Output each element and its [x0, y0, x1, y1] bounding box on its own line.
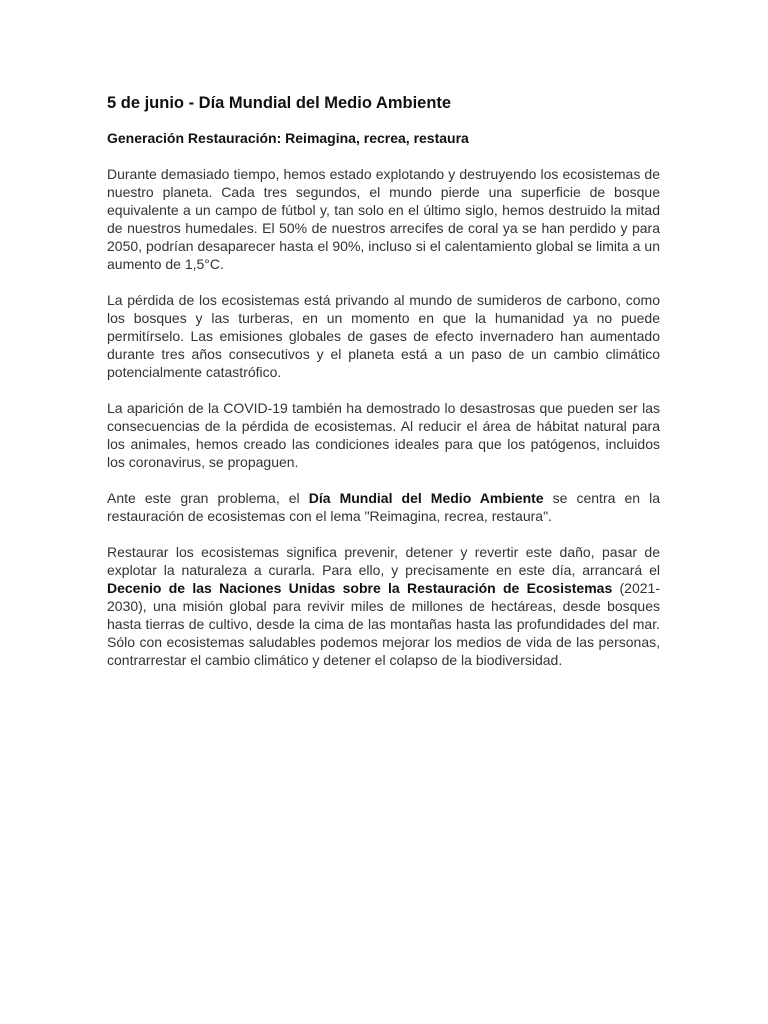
paragraph-text: se centra en la restauración de ecosistemas con el lema "Reimagina, recrea, restaura". — [107, 490, 660, 524]
paragraph-text: Restaurar los ecosistemas significa prevenir, detener y revertir este daño, pasar de explotar la naturaleza a curarla. Para ello, y precisamente en este día, arrancará el — [107, 544, 660, 578]
bold-un-decade: Decenio de las Naciones Unidas sobre la Restauración de Ecosistemas — [107, 580, 613, 596]
paragraph-text: Ante este gran problema, el — [107, 490, 309, 506]
bold-world-environment-day: Día Mundial del Medio Ambiente — [308, 490, 544, 506]
paragraph-text: (2021-2030), una misión global para revivir miles de millones de hectáreas, desde bosques hasta tierras de cultivo, desde la cima de las montañas hasta las profundidades del mar. Sólo con ecosistemas saludables podemos mejorar los medios de vida de las personas, contrarrestar el cambio climático y detener el colapso de la biodiversidad. — [107, 580, 660, 668]
paragraph-ecosystem-destruction: Durante demasiado tiempo, hemos estado explotando y destruyendo los ecosistemas de nuestro planeta. Cada tres segundos, el mundo pierde una superficie de bosque equivalente a un campo de fútbol y, tan solo en el último siglo, hemos destruido la mitad de nuestros humedales. El 50% de nuestros arrecifes de coral ya se han perdido y para 2050, podrían desaparecer hasta el 90%, incluso si el calentamiento global se limita a un aumento de 1,5°C. — [107, 166, 660, 272]
document-title: 5 de junio - Día Mundial del Medio Ambiente — [107, 94, 452, 112]
paragraph-covid: La aparición de la COVID-19 también ha demostrado lo desastrosas que pueden ser las consecuencias de la pérdida de ecosistemas. Al reducir el área de hábitat natural para los animales, hemos creado las condiciones ideales para que los patógenos, incluidos los coronavirus, se propaguen. — [107, 400, 660, 470]
document-body — [107, 92, 660, 669]
paragraph-world-environment-day — [107, 489, 660, 525]
paragraph-carbon-sinks: La pérdida de los ecosistemas está privando al mundo de sumideros de carbono, como los bosques y las turberas, en un momento en que la humanidad ya no puede permitírselo. Las emisiones globales de gases de efecto invernadero han aumentado durante tres años consecutivos y el planeta está a un paso de un cambio climático potencialmente catastrófico. — [107, 292, 660, 380]
paragraph-un-decade — [107, 543, 660, 669]
document-subtitle: Generación Restauración: Reimagina, recrea, restaura — [107, 130, 469, 146]
